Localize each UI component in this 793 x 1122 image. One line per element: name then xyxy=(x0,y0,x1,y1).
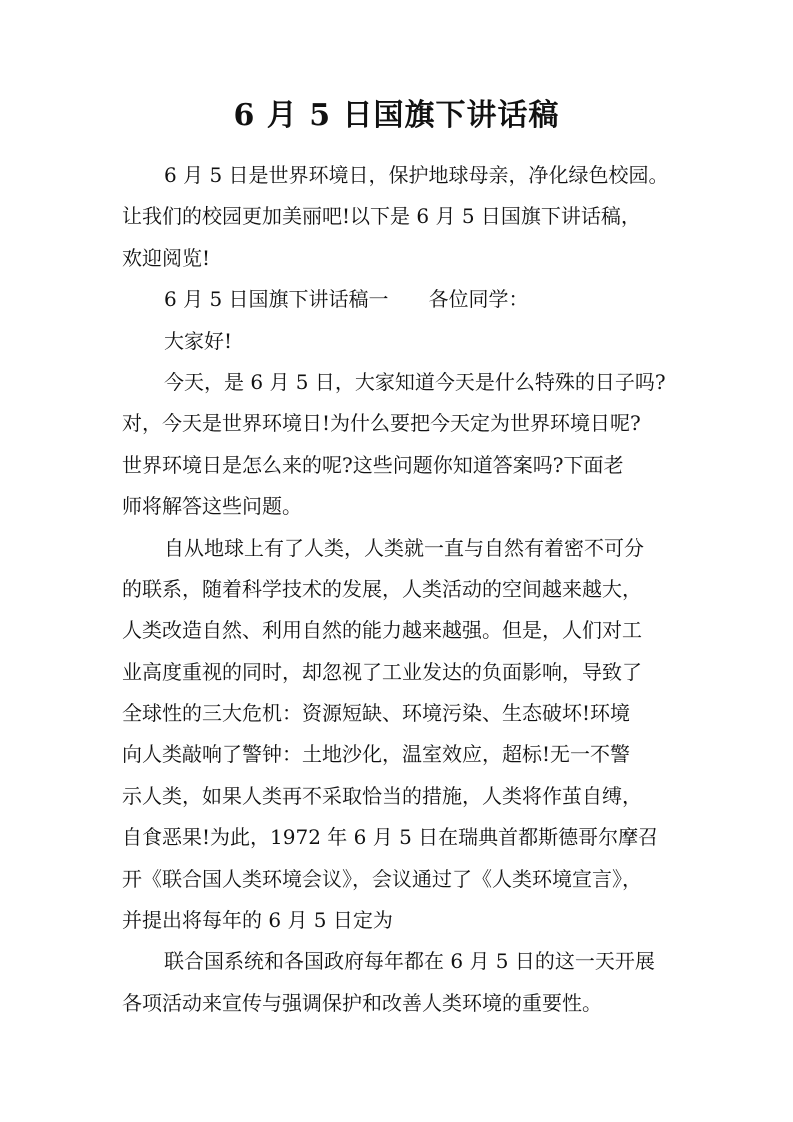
text-line: 6 月 5 日国旗下讲话稿一 各位同学： xyxy=(164,287,529,312)
text-line: 人类改造自然、利用自然的能力越来越强。但是，人们对工 xyxy=(122,618,642,643)
text-line: 示人类，如果人类再不采取恰当的措施，人类将作茧自缚， xyxy=(122,783,642,808)
text-line: 各项活动来宣传与强调保护和改善人类环境的重要性。 xyxy=(122,990,602,1015)
text-line: 向人类敲响了警钟：土地沙化，温室效应，超标!无一不警 xyxy=(122,742,631,767)
text-line: 师将解答这些问题。 xyxy=(122,494,302,519)
text-line: 世界环境日是怎么来的呢?这些问题你知道答案吗?下面老 xyxy=(122,452,624,477)
document-body xyxy=(122,155,680,1024)
text-line: 开《联合国人类环境会议》，会议通过了《人类环境宣言》， xyxy=(122,866,642,891)
text-line: 今天，是 6 月 5 日，大家知道今天是什么特殊的日子吗? xyxy=(164,369,666,394)
text-line: 欢迎阅览! xyxy=(122,245,211,270)
text-line: 自从地球上有了人类，人类就一直与自然有着密不可分 xyxy=(164,535,644,560)
text-line: 并提出将每年的 6 月 5 日定为 xyxy=(122,908,393,933)
text-line: 业高度重视的同时，却忽视了工业发达的负面影响，导致了 xyxy=(122,659,642,684)
text-line: 自食恶果!为此，1972 年 6 月 5 日在瑞典首都斯德哥尔摩召 xyxy=(122,825,659,850)
text-line: 6 月 5 日是世界环境日，保护地球母亲，净化绿色校园。 xyxy=(164,163,669,187)
text-line: 全球性的三大危机：资源短缺、环境污染、生态破坏!环境 xyxy=(122,701,631,726)
text-line: 让我们的校园更加美丽吧!以下是 6 月 5 日国旗下讲话稿， xyxy=(122,204,641,229)
text-line: 对，今天是世界环境日!为什么要把今天定为世界环境日呢? xyxy=(122,411,641,436)
text-line: 大家好! xyxy=(164,328,233,353)
text-line: 的联系，随着科学技术的发展，人类活动的空间越来越大， xyxy=(122,576,642,601)
document-title: 6 月 5 日国旗下讲话稿 xyxy=(233,98,560,133)
text-line: 联合国系统和各国政府每年都在 6 月 5 日的这一天开展 xyxy=(164,949,655,974)
